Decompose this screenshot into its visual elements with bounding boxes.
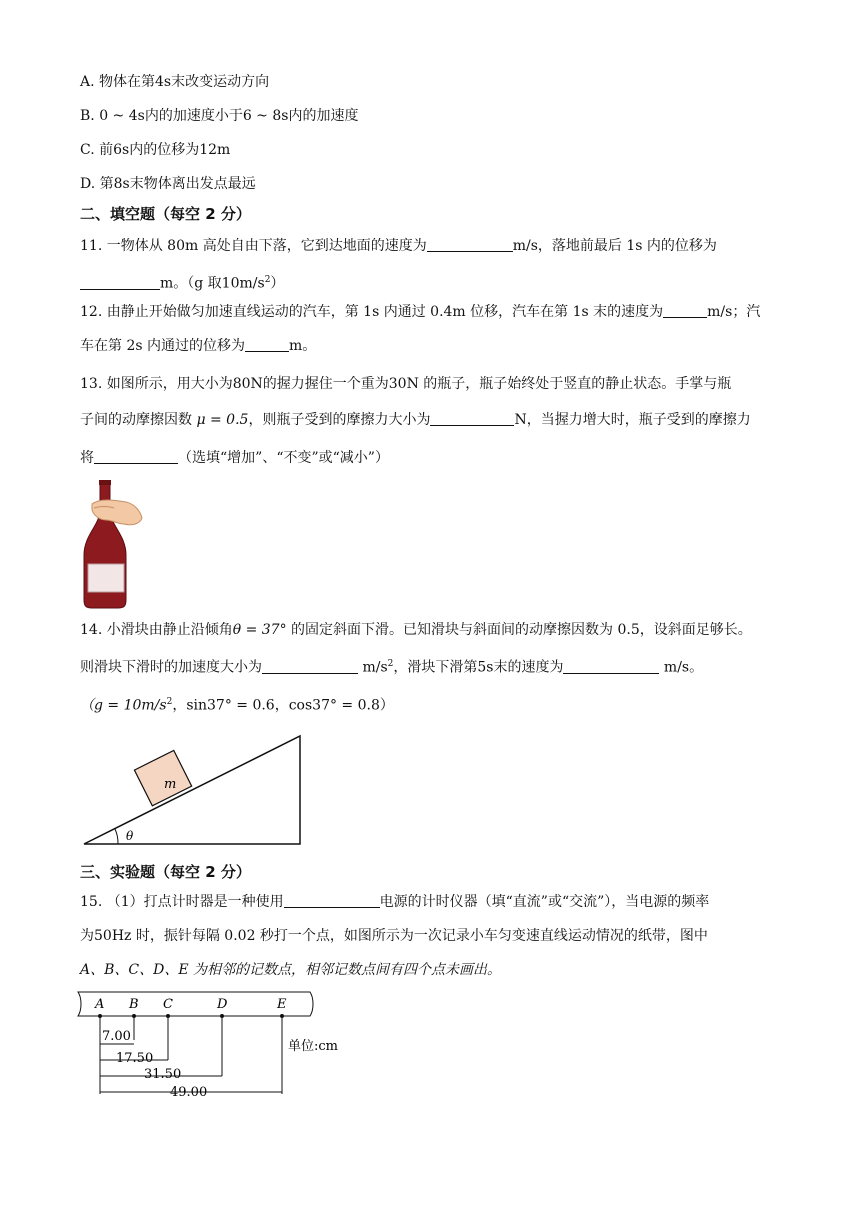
section-experiment-title: 三、实验题（每空 2 分） — [80, 863, 251, 881]
point-label-e: E — [277, 997, 287, 1012]
answer-blank[interactable] — [563, 659, 659, 674]
point-label-d: D — [217, 997, 228, 1012]
unit-label: 单位:cm — [288, 1039, 338, 1054]
answer-blank[interactable] — [427, 237, 513, 252]
question-12-line-1: 12. 由静止开始做匀加速直线运动的汽车，第 1s 内通过 0.4m 位移，汽车在第 1s 末的速度为 m/s；汽 — [80, 304, 761, 320]
distance-label-ac: 17.50 — [116, 1051, 154, 1066]
question-13-line-1: 13. 如图所示，用大小为80N的握力握住一个重为30N 的瓶子，瓶子始终处于竖直的静止状态。手掌与瓶 — [80, 376, 732, 392]
answer-blank[interactable] — [284, 893, 380, 908]
question-14-line-1: 14. 小滑块由静止沿倾角θ = 37° 的固定斜面下滑。已知滑块与斜面间的动摩擦因数为 0.5，设斜面足够长。 — [80, 622, 752, 638]
question-15-line-1: 15. （1）打点计时器是一种使用 电源的计时仪器（填“直流”或“交流”），当电源的频率 — [80, 894, 710, 910]
answer-blank[interactable] — [663, 303, 707, 318]
option-b: B. 0 ~ 4s内的加速度小于6 ~ 8s内的加速度 — [80, 108, 359, 124]
distance-label-ab: 7.00 — [102, 1029, 131, 1044]
option-d: D. 第8s末物体离出发点最远 — [80, 176, 256, 192]
point-label-c: C — [163, 997, 173, 1012]
question-11-line-2: m。（g 取$10m/s^2$） — [80, 270, 284, 294]
point-label-a: A — [95, 997, 105, 1012]
option-a: A. 物体在第4s末改变运动方向 — [80, 74, 270, 90]
question-11-line-1: 11. 一物体从 80m 高处自由下落，它到达地面的速度为 m/s，落地前最后 1s 内的位移为 — [80, 238, 717, 254]
distance-label-ae: 49.00 — [170, 1085, 208, 1100]
question-13-line-3: 将 （选填“增加”、“不变”或“减小”） — [80, 450, 389, 466]
incline-diagram — [80, 732, 310, 852]
section-fill-in-title: 二、填空题（每空 2 分） — [80, 205, 251, 223]
question-12-line-2: 车在第 2s 内通过的位移为 m。 — [80, 338, 317, 354]
ticker-tape-diagram — [74, 988, 364, 1100]
answer-blank[interactable] — [245, 337, 289, 352]
question-15-line-3: A、B、C、D、E 为相邻的记数点，相邻记数点间有四个点未画出。 — [80, 962, 502, 978]
question-14-line-2: 则滑块下滑时的加速度大小为 $m/s^2$，滑块下滑第5s末的速度为 m/s。 — [80, 659, 704, 676]
distance-label-ad: 31.50 — [144, 1067, 182, 1082]
question-14-line-3: （$g = 10m/s^2$，sin37° = 0.6，cos37° = 0.8） — [80, 697, 394, 714]
point-label-b: B — [129, 997, 139, 1012]
question-15-line-2: 为50Hz 时，振针每隔 0.02 秒打一个点，如图所示为一次记录小车匀变速直线运动情况的纸带，图中 — [80, 928, 708, 944]
answer-blank[interactable] — [94, 449, 178, 464]
answer-blank[interactable] — [430, 411, 514, 426]
bottle-hand-figure — [80, 480, 150, 610]
option-c: C. 前6s内的位移为12m — [80, 142, 231, 158]
answer-blank[interactable] — [262, 659, 358, 674]
answer-blank[interactable] — [80, 275, 160, 290]
block-mass-label: m — [164, 777, 177, 792]
question-13-line-2: 子间的动摩擦因数 μ = 0.5，则瓶子受到的摩擦力大小为 N，当握力增大时，瓶子受到的摩擦力 — [80, 412, 751, 428]
incline-angle-label: θ — [126, 829, 134, 843]
